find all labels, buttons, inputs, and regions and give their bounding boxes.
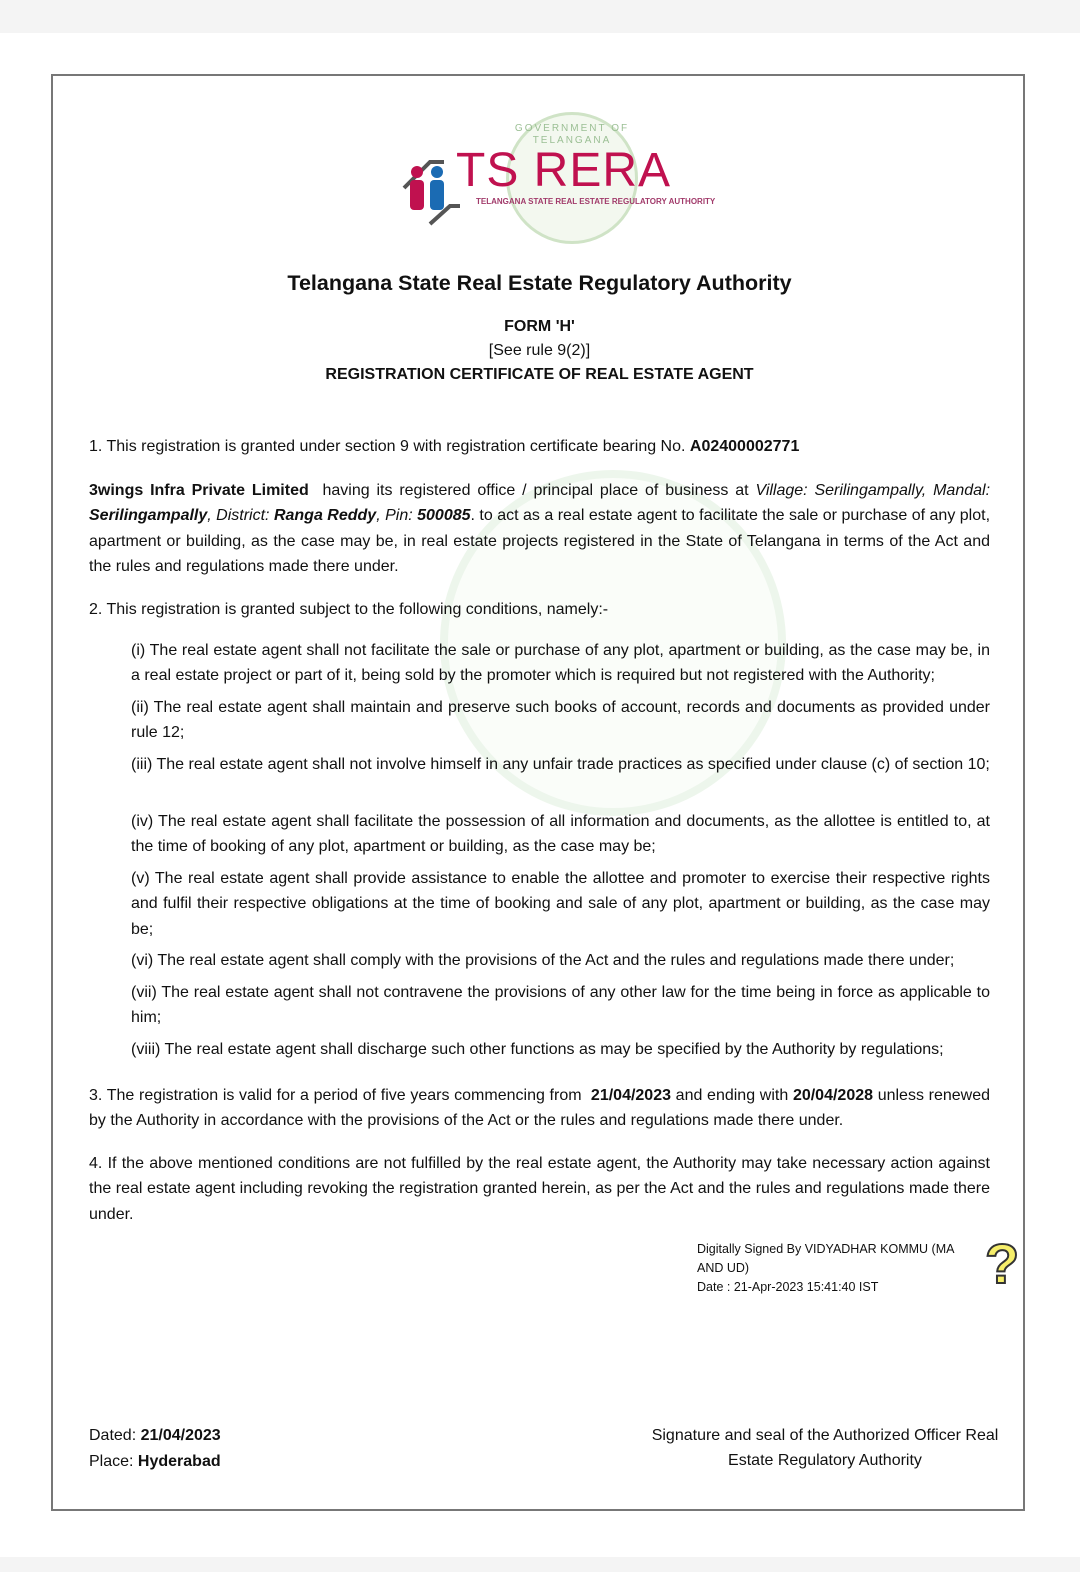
condition-item: (vi) The real estate agent shall comply with the provisions of the Act and the rules and regulations made there under;: [131, 952, 955, 969]
logo-subtitle: TELANGANA STATE REAL ESTATE REGULATORY AUTHORITY: [476, 197, 716, 206]
place-label: Place:: [89, 1453, 138, 1470]
dated-value: 21/04/2023: [140, 1427, 221, 1444]
clause-3: [89, 1083, 990, 1134]
valid-from: 21/04/2023: [590, 1087, 671, 1104]
text: 3. The registration is valid for a period of five years commencing from: [89, 1087, 591, 1104]
date-place: [89, 1423, 221, 1475]
dated-label: Dated:: [89, 1427, 141, 1444]
mandal: Serilingampally: [89, 507, 208, 525]
ts-rera-logo: [378, 110, 716, 250]
logo-wordmark: TS RERA: [456, 144, 672, 197]
condition-item: (viii) The real estate agent shall discharge such other functions as may be specified by the Authority by regulations;: [131, 1041, 944, 1058]
registration-number: A02400002771: [689, 438, 800, 455]
text: and ending with: [671, 1087, 793, 1104]
people-icon: [400, 158, 460, 228]
condition-item: (iii) The real estate agent shall not involve himself in any unfair trade practices as specified under clause (c) of section 10;: [131, 756, 990, 773]
pin: 500085: [417, 507, 471, 525]
condition-item: (vii) The real estate agent shall not contravene the provisions of any other law for the time being in force as applicable to him;: [131, 984, 990, 1027]
district: Ranga Reddy: [273, 507, 377, 525]
text: having its registered office / principal place of business at: [308, 482, 756, 499]
clause-2: 2. This registration is granted subject to the following conditions, namely:-: [89, 601, 609, 618]
clause-1: [89, 434, 990, 459]
digital-signature: [697, 1240, 977, 1297]
agent-name: 3wings Infra Private Limited: [89, 482, 309, 499]
condition-item: (i) The real estate agent shall not facilitate the sale or purchase of any plot, apartment or building, as the case may be, in a real estate project or part of it, being sold by the promoter which is required but not registered with the Authority;: [131, 642, 990, 685]
seal-text: GOVERNMENT OF TELANGANA: [514, 123, 630, 146]
district-label: , District:: [207, 507, 274, 525]
page-title: Telangana State Real Estate Regulatory Authority: [287, 271, 792, 295]
pin-label: , Pin:: [376, 507, 418, 525]
signed-by: Digitally Signed By VIDYADHAR KOMMU (MA: [697, 1242, 955, 1256]
clause-4: 4. If the above mentioned conditions are not fulfilled by the real estate agent, the Authority may take necessary action against the real estate agent including revoking the registration granted herein, as per the Act and the rules and regulations made there under.: [89, 1155, 990, 1223]
signature-unverified-icon[interactable]: ?: [985, 1232, 1020, 1295]
valid-until: 20/04/2028: [792, 1087, 874, 1104]
place-value: Hyderabad: [137, 1453, 221, 1470]
text: unless renewed by the Authority in accordance with the provisions of the Act or the rules and regulations made there under.: [89, 1087, 991, 1130]
clause-text: 1. This registration is granted under section 9 with registration certificate bearing No.: [89, 438, 690, 455]
condition-item: (iv) The real estate agent shall facilitate the possession of all information and documents, as the allottee is entitled to, at the time of booking of any plot, apartment or building, as the case may be;: [131, 813, 990, 856]
rule-reference: [See rule 9(2)]: [488, 342, 591, 359]
village: Village: Serilingampally, Mandal:: [755, 482, 991, 499]
certificate-heading: REGISTRATION CERTIFICATE OF REAL ESTATE AGENT: [325, 366, 754, 383]
authority-signature-label: Signature and seal of the Authorized Officer Real Estate Regulatory Authority: [651, 1427, 999, 1469]
form-label: FORM 'H': [504, 318, 575, 335]
signed-by-dept: AND UD): [697, 1261, 750, 1275]
condition-item: (ii) The real estate agent shall maintain and preserve such books of account, records and documents as provided under rule 12;: [131, 699, 990, 742]
agent-details: [89, 478, 990, 579]
condition-item: (v) The real estate agent shall provide assistance to enable the allottee and promoter to exercise their respective rights and fulfil their respective obligations at the time of booking and sale of any plot, apartment or building, as the case may be;: [131, 870, 990, 938]
text: . to act as a real estate agent to facilitate the sale or purchase of any plot, apartment or building, as the case may be, in real estate projects registered in the State of Telangana in terms of the Act and the rules and regulations made there under.: [89, 507, 991, 575]
signature-date: Date : 21-Apr-2023 15:41:40 IST: [697, 1280, 879, 1294]
